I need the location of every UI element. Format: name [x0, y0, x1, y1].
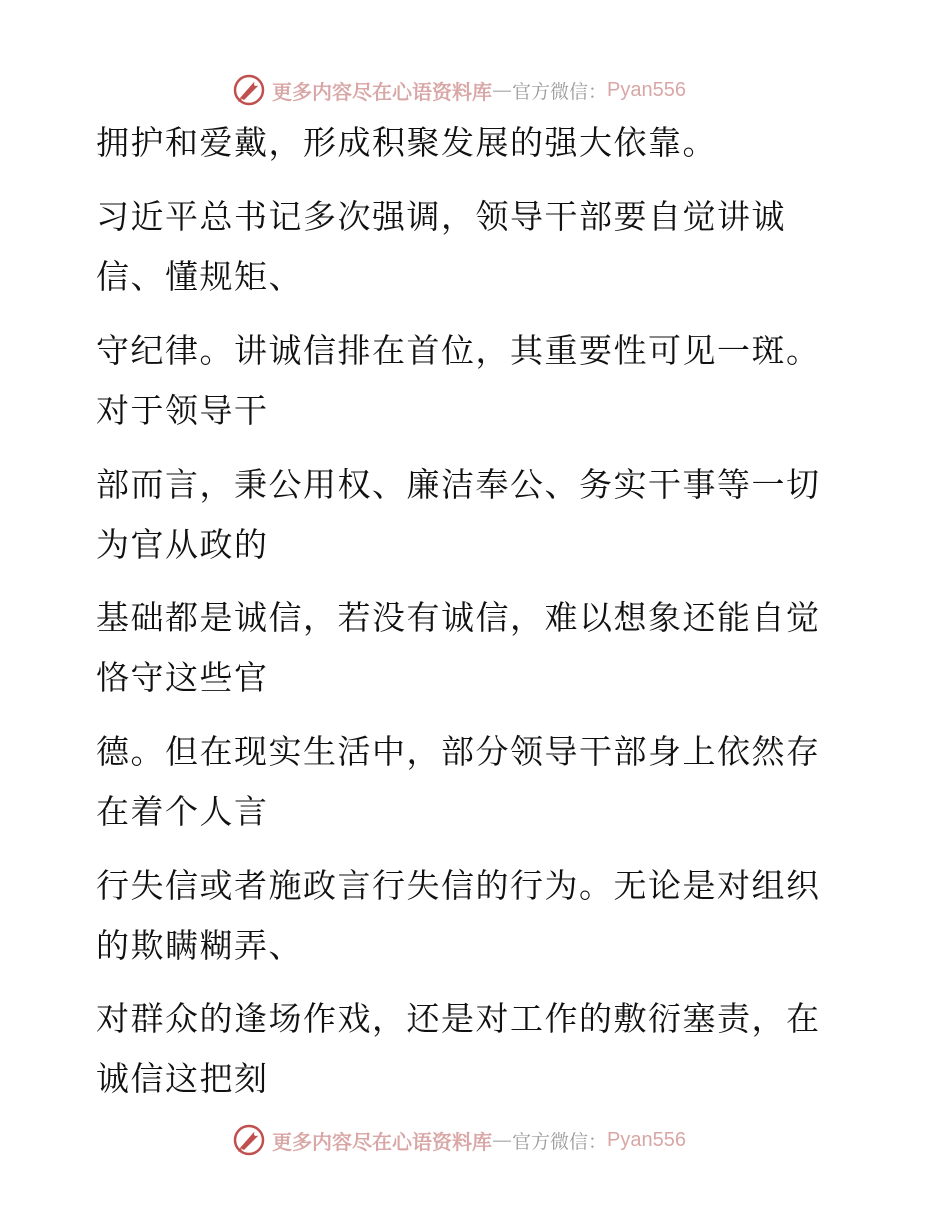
body-line: 部而言，秉公用权、廉洁奉公、务实干事等一切 — [96, 465, 821, 504]
pen-logo-icon — [232, 73, 266, 107]
header-banner — [232, 72, 686, 108]
body-line: 拥护和爱戴，形成积聚发展的强大依靠。 — [96, 123, 717, 162]
footer-wechat-id: Pyan556 — [607, 1128, 686, 1151]
body-line: 德。但在现实生活中，部分领导干部身上依然存 — [96, 732, 821, 771]
pen-logo-icon — [232, 1123, 266, 1157]
header-separator: — — [492, 78, 512, 102]
header-wechat-label: 官方微信： — [512, 80, 608, 103]
body-line: 信、懂规矩、 — [96, 257, 303, 296]
body-line: 诚信这把刻 — [96, 1059, 269, 1098]
body-line: 对群众的逢场作戏，还是对工作的敷衍塞责，在 — [96, 999, 821, 1038]
footer-banner — [232, 1122, 686, 1158]
header-wechat-id: Pyan556 — [607, 78, 686, 101]
body-line: 基础都是诚信，若没有诚信，难以想象还能自觉 — [96, 598, 821, 637]
body-line: 的欺瞒糊弄、 — [96, 926, 303, 965]
footer-brand-text: 更多内容尽在心语资料库 — [272, 1129, 492, 1154]
body-line: 对于领导干 — [96, 391, 269, 430]
body-line: 为官从政的 — [96, 525, 269, 564]
body-line: 守纪律。讲诚信排在首位，其重要性可见一斑。 — [96, 331, 821, 370]
body-line: 习近平总书记多次强调，领导干部要自觉讲诚 — [96, 197, 786, 236]
body-line: 行失信或者施政言行失信的行为。无论是对组织 — [96, 866, 821, 905]
body-line: 在着个人言 — [96, 792, 269, 831]
body-line: 恪守这些官 — [96, 658, 269, 697]
header-brand-text: 更多内容尽在心语资料库 — [272, 79, 492, 104]
footer-wechat-label: 官方微信： — [512, 1130, 608, 1153]
footer-separator: — — [492, 1128, 512, 1152]
